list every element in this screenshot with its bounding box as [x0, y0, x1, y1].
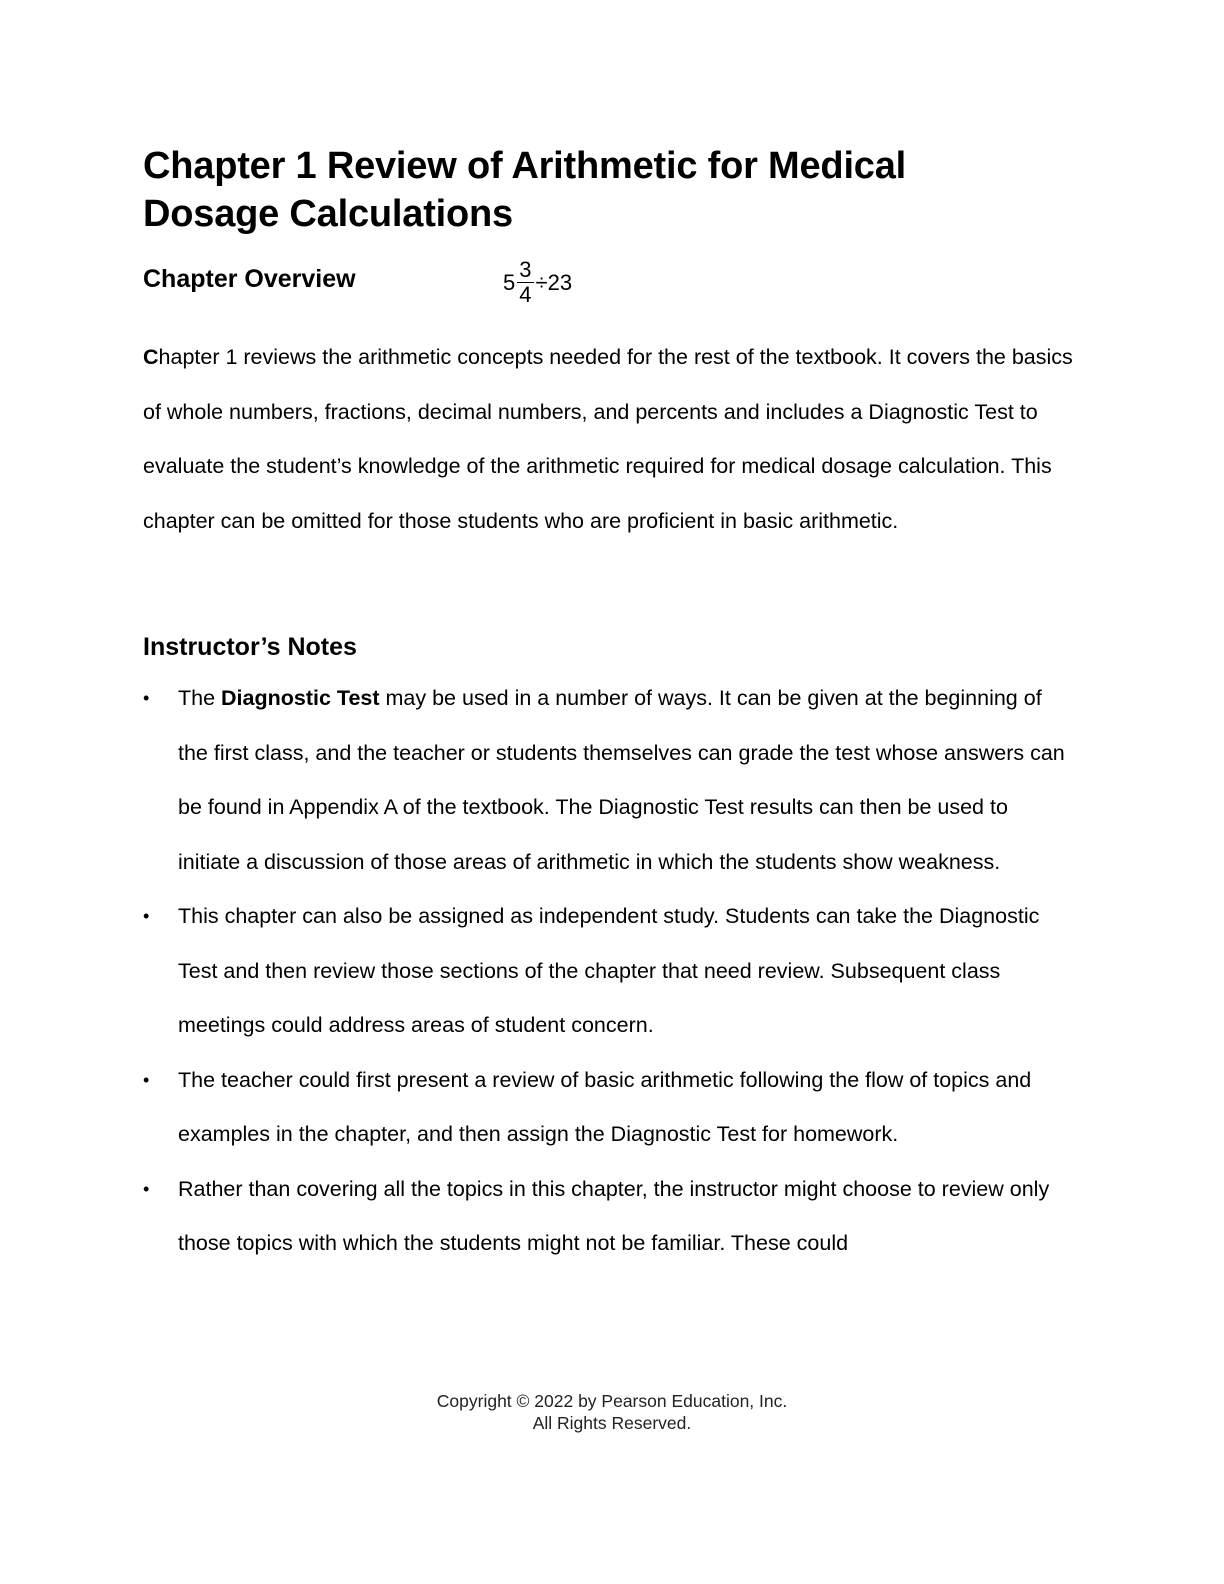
list-item	[143, 1053, 1073, 1162]
rights-line: All Rights Reserved.	[532, 1413, 692, 1433]
math-fraction	[517, 258, 533, 307]
instructors-notes-heading: Instructor’s Notes	[143, 633, 357, 661]
note-text: The teacher could first present a review of basic arithmetic following the flow of topics and examples in the chapter, and then assign the Diagnostic Test for homework.	[178, 1067, 1032, 1146]
bullet-icon: •	[143, 906, 150, 926]
drop-cap: C	[143, 345, 159, 369]
overview-paragraph	[143, 330, 1073, 548]
note-text: This chapter can also be assigned as independent study. Students can take the Diagnostic Test and then review those sections of the chapter that need review. Subsequent class meetings could address areas of student concern.	[178, 904, 1040, 1037]
mixed-fraction-expression	[503, 258, 572, 307]
list-item	[143, 889, 1073, 1053]
instructors-notes-list	[143, 671, 1073, 1271]
bullet-icon: •	[143, 1069, 150, 1090]
chapter-overview-heading: Chapter Overview	[143, 265, 356, 293]
list-item	[143, 671, 1073, 889]
bullet-icon: •	[143, 1178, 150, 1199]
diagnostic-test-term: Diagnostic Test	[221, 686, 380, 710]
list-item	[143, 1162, 1073, 1271]
copyright-line: Copyright © 2022 by Pearson Education, Inc.	[436, 1391, 788, 1411]
math-denominator: 4	[519, 282, 532, 307]
page-footer	[0, 1390, 1224, 1434]
bullet-icon: •	[143, 688, 150, 708]
math-divisor: 23	[547, 269, 573, 295]
math-divide-operator: ÷	[535, 269, 548, 295]
overview-bold-i: I	[888, 345, 895, 369]
overview-text-2: t covers the basics of whole numbers, fractions, decimal numbers, and percents and includes a Diagnostic Test to evaluate the student’s knowledge of the arithmetic required for medical dosage calculation. This chapter can be omitted for those students who are proficient in basic arithmetic.	[143, 345, 1073, 533]
note-text: may be used in a number of ways. It can be given at the beginning of the first class, and the teacher or students themselves can grade the test whose answers can be found in Appendix A of the textbook. The Diagnostic Test results can then be used to initiate a discussion of those areas of arithmetic in which the students show weakness.	[178, 686, 1065, 874]
page-title: Chapter 1 Review of Arithmetic for Medical Dosage Calculations	[143, 145, 907, 235]
math-whole: 5	[503, 269, 516, 295]
note-text: Rather than covering all the topics in this chapter, the instructor might choose to review only those topics with which the students might not be familiar. These could	[178, 1176, 1050, 1255]
overview-text-1: hapter 1 reviews the arithmetic concepts needed for the rest of the textbook.	[158, 345, 889, 369]
note-text: The	[178, 686, 222, 710]
math-numerator: 3	[519, 257, 532, 282]
